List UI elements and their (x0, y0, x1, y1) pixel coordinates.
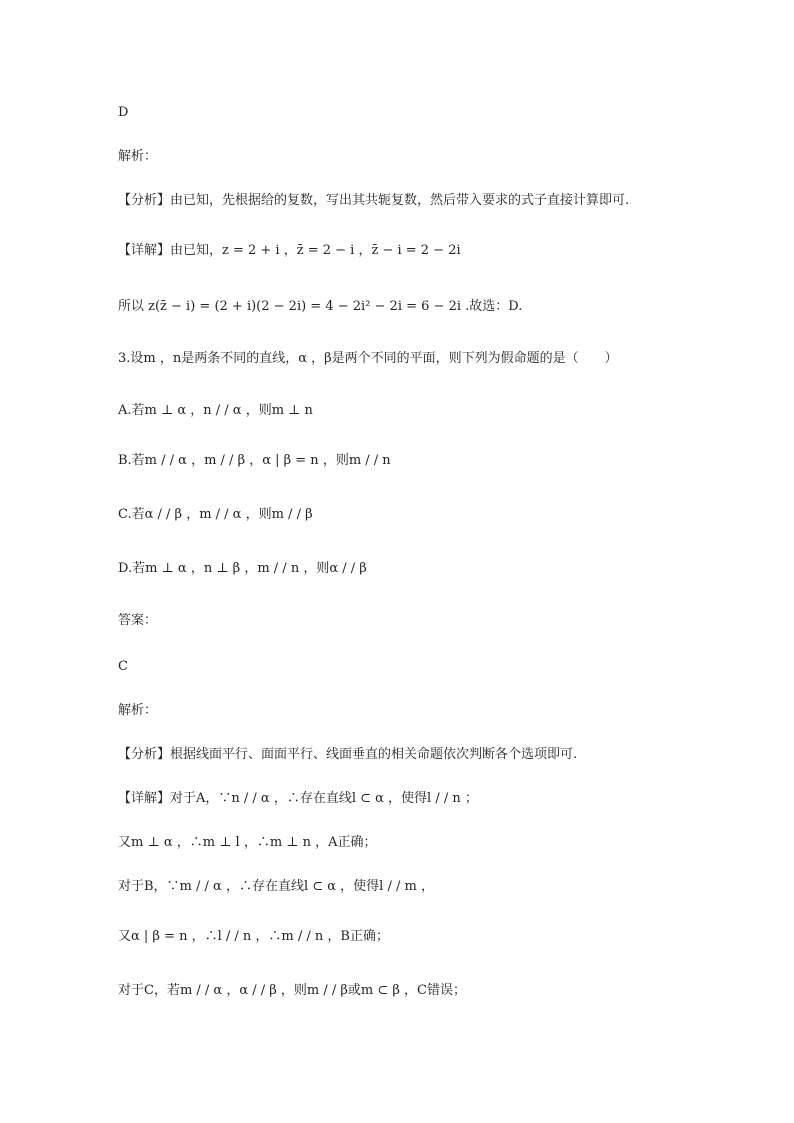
question-3-stem: 3.设m ，n是两条不同的直线，α ，β是两个不同的平面，则下列为假命题的是（ ） (118, 351, 618, 366)
analysis-paragraph-2: 【分析】根据线面平行、面面平行、线面垂直的相关命题依次判断各个选项即可. (118, 747, 578, 762)
answer-letter-c: C (118, 659, 128, 674)
analysis-heading: 解析： (118, 149, 158, 164)
calculation-line: 所以 z(z̄ − i) = (2 + i)(2 − 2i) = 4 − 2i² − 2i = 6 − 2i .故选：D. (118, 299, 523, 314)
answer-heading: 答案： (118, 613, 158, 628)
detail-line-c: 对于C，若m / / α ，α / / β ，则m / / β或m ⊂ β ，C错误； (118, 983, 467, 998)
detail-line-b: 对于B，∵m / / α ，∴存在直线l ⊂ α ，使得l / / m ， (118, 879, 434, 894)
option-d: D.若m ⊥ α ，n ⊥ β ，m / / n ，则α / / β (118, 561, 367, 576)
answer-letter-d: D (118, 105, 129, 120)
detail-paragraph: 【详解】由已知，z = 2 + i ，z̄ = 2 − i ，z̄ − i = 2 − 2i (118, 243, 461, 258)
detail-line-a: 【详解】对于A，∵n / / α ，∴存在直线l ⊂ α ，使得l / / n ； (118, 791, 478, 806)
detail-line-b-cont: 又α | β = n ，∴l / / n ，∴m / / n ，B正确； (118, 929, 389, 944)
analysis-paragraph: 【分析】由已知，先根据给的复数，写出其共轭复数，然后带入要求的式子直接计算即可. (118, 193, 630, 208)
option-b: B.若m / / α ，m / / β ，α | β = n ，则m / / n (118, 453, 391, 468)
option-c: C.若α / / β ，m / / α ，则m / / β (118, 507, 313, 522)
detail-line-a-cont: 又m ⊥ α ，∴m ⊥ l ，∴m ⊥ n ，A正确； (118, 835, 377, 850)
analysis-heading-2: 解析： (118, 703, 158, 718)
option-a: A.若m ⊥ α ，n / / α ，则m ⊥ n (118, 403, 313, 418)
